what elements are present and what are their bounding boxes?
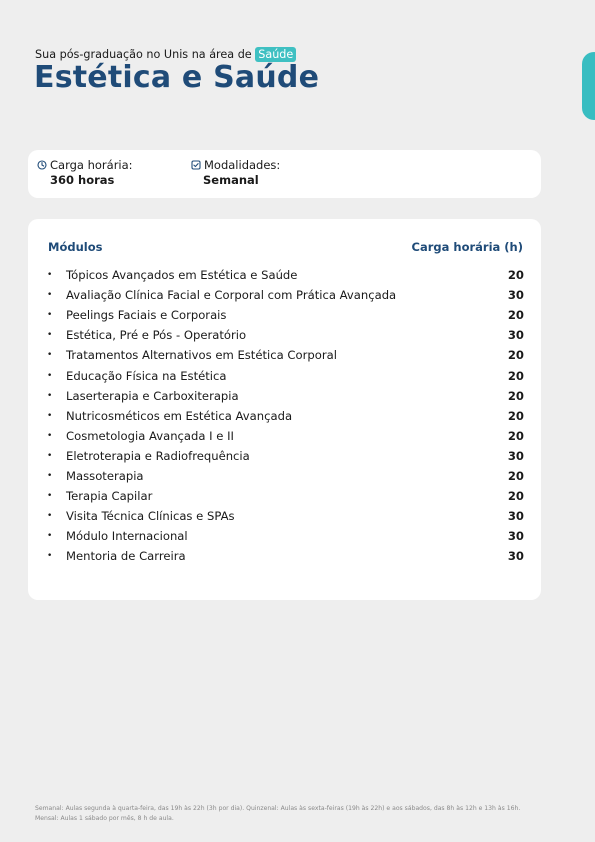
module-hours: 20 [507, 408, 524, 423]
module-name: Estética, Pré e Pós - Operatório [66, 328, 247, 343]
area-tag: Saúde [255, 47, 296, 62]
footnote-line: Mensal: Aulas 1 sábado por mês, 8 h de aula. [35, 814, 174, 822]
module-row [46, 265, 524, 285]
module-name: Nutricosméticos em Estética Avançada [66, 408, 293, 423]
module-name: Educação Física na Estética [66, 368, 227, 383]
module-hours: 20 [507, 368, 524, 383]
module-row [46, 526, 524, 546]
bullet: • [47, 430, 53, 441]
page-title: Estética e Saúde [34, 60, 320, 95]
bullet: • [47, 551, 53, 562]
module-hours: 20 [507, 308, 524, 323]
module-hours: 30 [507, 549, 524, 564]
bullet: • [47, 270, 53, 281]
bullet: • [47, 370, 53, 381]
module-name: Tratamentos Alternativos em Estética Corporal [66, 348, 337, 363]
module-name: Laserterapia e Carboxiterapia [66, 388, 239, 403]
module-row [46, 426, 524, 446]
module-name: Módulo Internacional [66, 529, 188, 544]
module-name: Mentoria de Carreira [66, 549, 186, 564]
module-row [46, 466, 524, 486]
module-row [46, 386, 524, 406]
module-name: Peelings Faciais e Corporais [66, 308, 227, 323]
module-hours: 20 [507, 348, 524, 363]
module-hours: 30 [507, 288, 524, 303]
module-hours: 20 [507, 268, 524, 283]
module-name: Terapia Capilar [66, 489, 153, 504]
bullet: • [47, 491, 53, 502]
module-name: Cosmetologia Avançada I e II [66, 428, 234, 443]
bullet: • [47, 310, 53, 321]
bullet: • [47, 470, 53, 481]
course-info-card [28, 150, 541, 198]
bullet: • [47, 410, 53, 421]
bullet: • [47, 450, 53, 461]
modules-list [46, 265, 524, 566]
hours-column-header: Carga horária (h) [411, 240, 523, 254]
module-name: Massoterapia [66, 468, 144, 483]
module-name: Eletroterapia e Radiofrequência [66, 448, 250, 463]
modules-card [28, 219, 541, 600]
workload-value: 360 horas [50, 173, 115, 187]
side-accent-tab [582, 52, 595, 120]
module-row [46, 285, 524, 305]
bullet: • [47, 290, 53, 301]
module-row [46, 345, 524, 365]
module-hours: 30 [507, 448, 524, 463]
module-hours: 30 [507, 529, 524, 544]
clock-icon [37, 160, 47, 170]
module-hours: 20 [507, 428, 524, 443]
module-row [46, 406, 524, 426]
module-row [46, 325, 524, 345]
bullet: • [47, 511, 53, 522]
module-hours: 20 [507, 468, 524, 483]
module-name: Visita Técnica Clínicas e SPAs [66, 509, 235, 524]
modality-label: Modalidades: [204, 158, 281, 172]
footnote-line: Semanal: Aulas segunda à quarta-feira, das 19h às 22h (3h por dia). Quinzenal: Aulas às sexta-feiras (19h às 22h) e aos sábados, das 8h às 12h e 13h às 16h. [35, 805, 521, 812]
bullet: • [47, 330, 53, 341]
module-hours: 30 [507, 509, 524, 524]
module-row [46, 365, 524, 385]
bullet: • [47, 531, 53, 542]
module-hours: 20 [507, 489, 524, 504]
subtitle-text: Sua pós-graduação no Unis na área de [35, 48, 252, 61]
module-row [46, 546, 524, 566]
bullet: • [47, 390, 53, 401]
module-name: Tópicos Avançados em Estética e Saúde [66, 268, 298, 283]
module-row [46, 506, 524, 526]
modules-header [48, 240, 523, 254]
module-row [46, 446, 524, 466]
modules-column-header: Módulos [48, 240, 103, 254]
workload-info [37, 158, 133, 187]
modality-info [191, 158, 280, 187]
module-name: Avaliação Clínica Facial e Corporal com Prática Avançada [66, 288, 397, 303]
modality-value: Semanal [203, 173, 259, 187]
checkbox-icon [191, 160, 201, 170]
module-row [46, 305, 524, 325]
bullet: • [47, 350, 53, 361]
module-hours: 20 [507, 388, 524, 403]
module-hours: 30 [507, 328, 524, 343]
module-row [46, 486, 524, 506]
workload-label: Carga horária: [50, 158, 133, 172]
schedule-footnote [35, 804, 555, 823]
